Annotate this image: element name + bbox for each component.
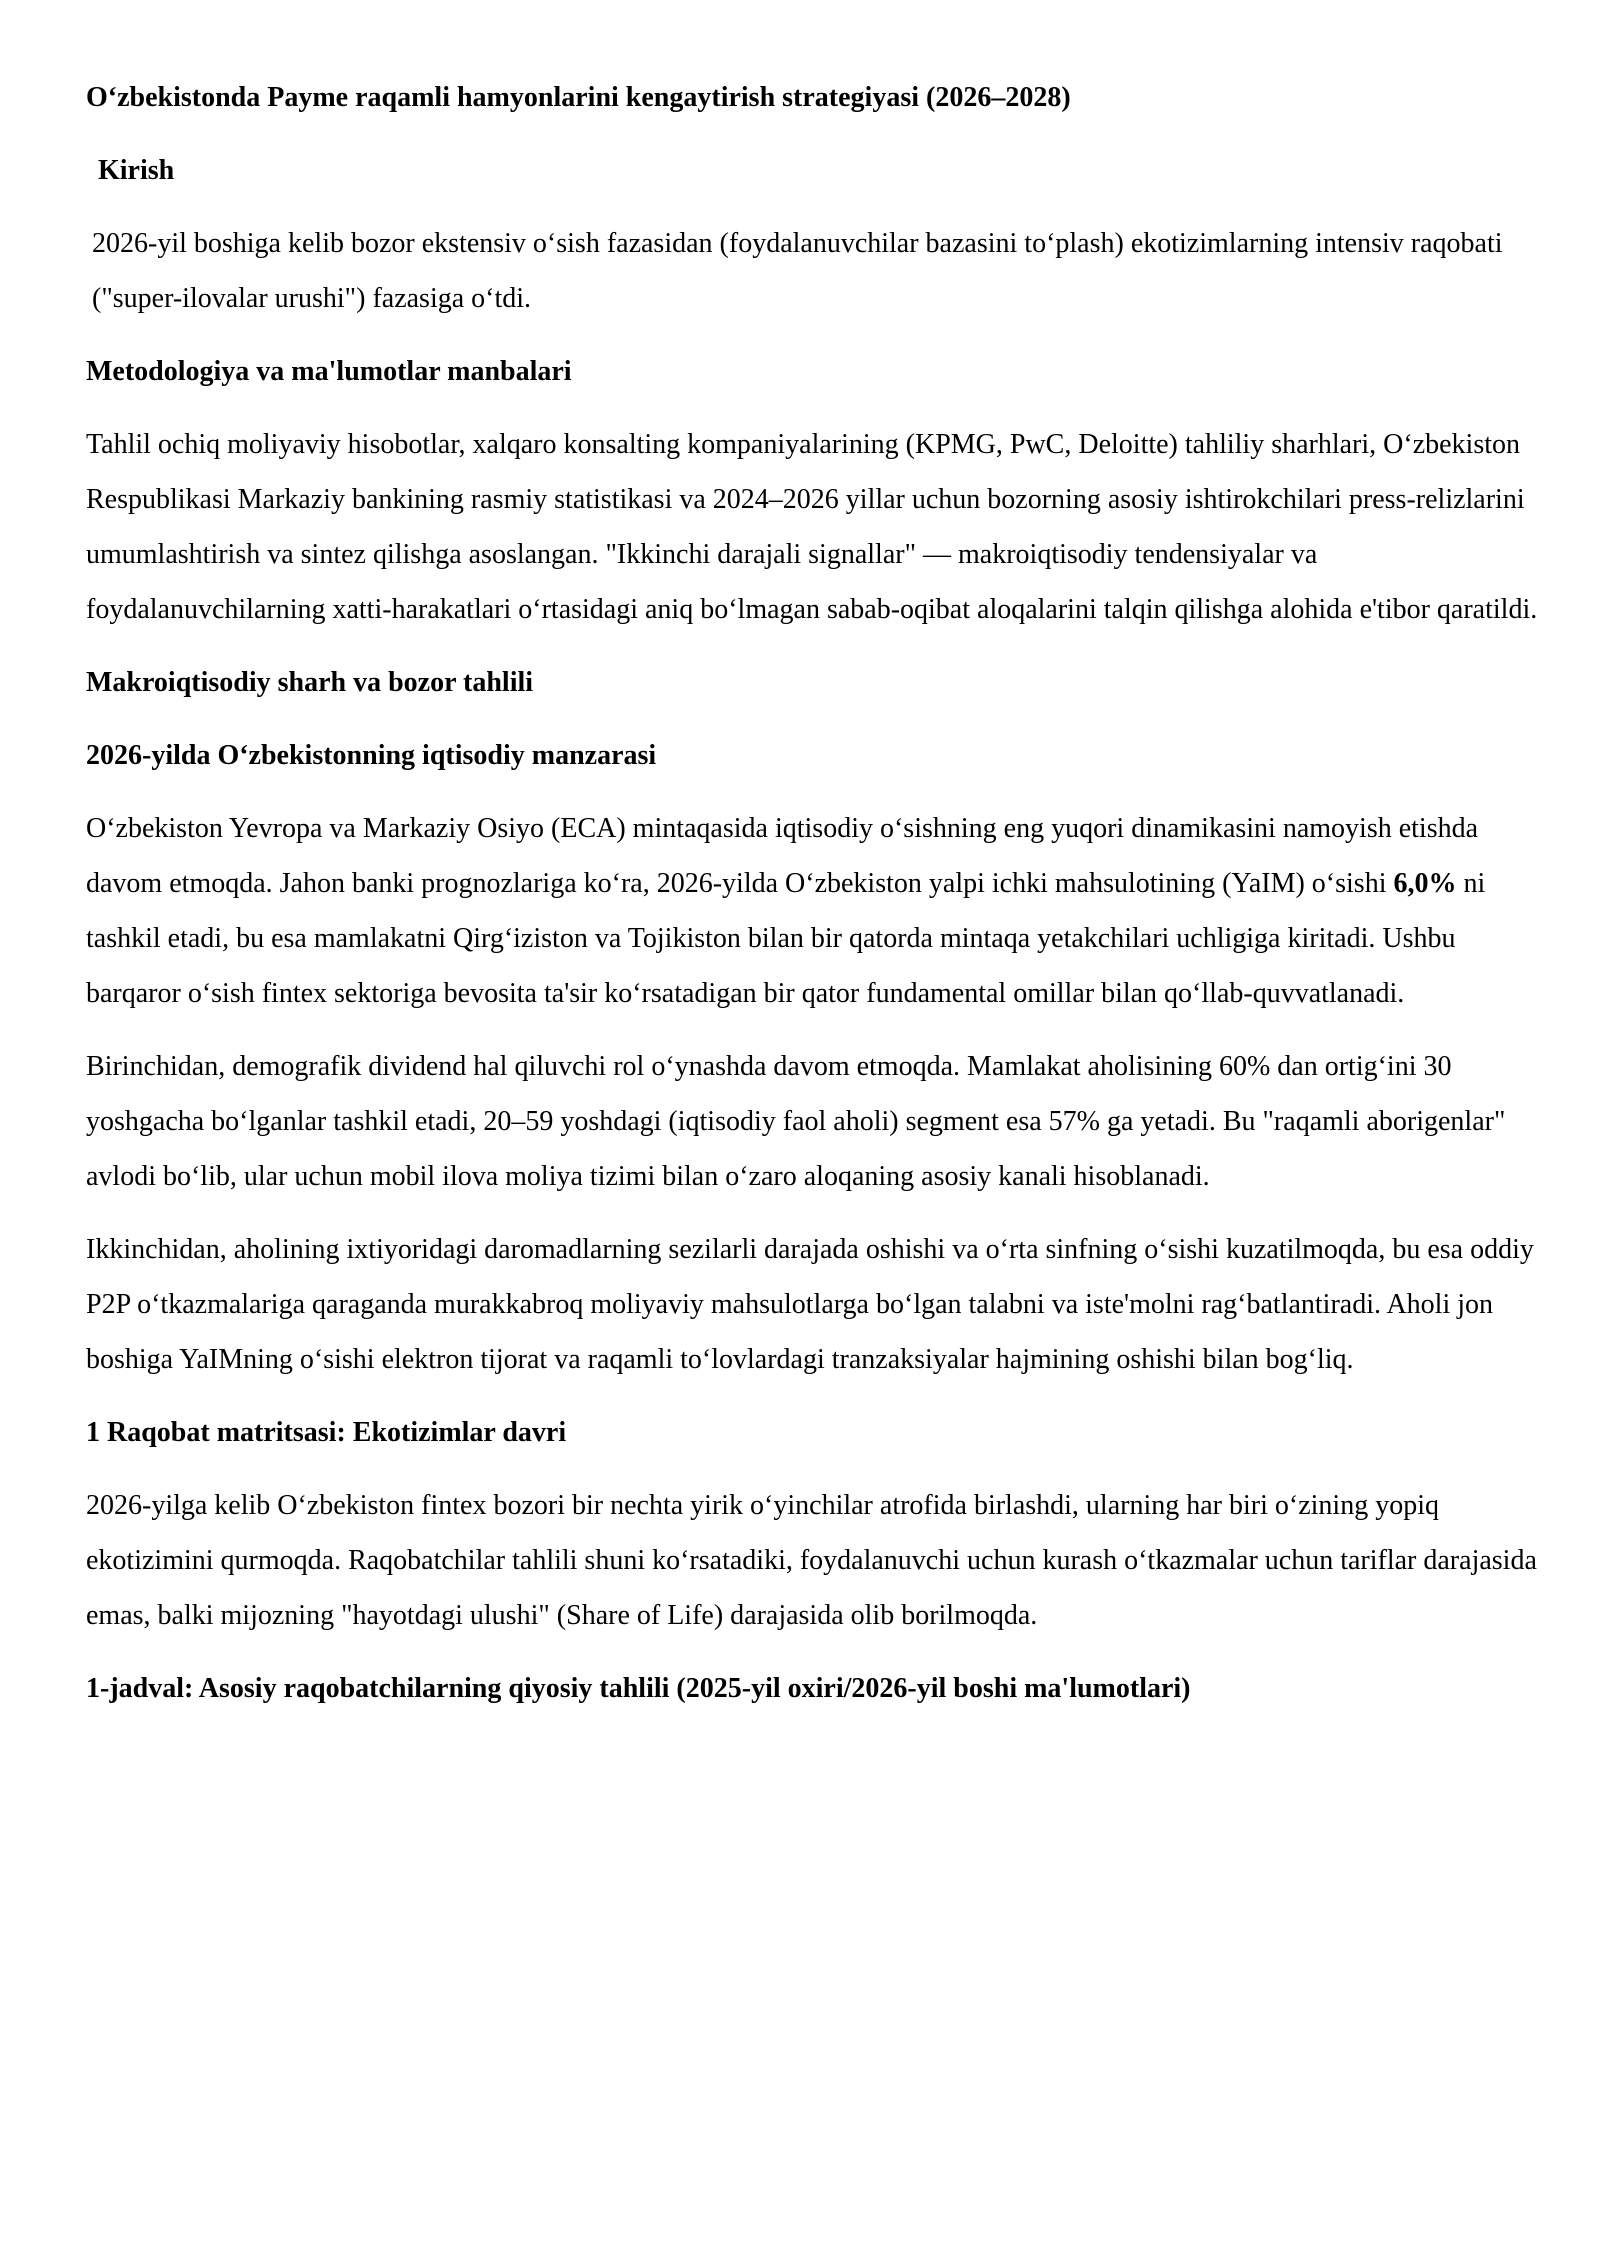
paragraph-raqobat: 2026-yilga kelib O‘zbekiston fintex bozori bir nechta yirik o‘yinchilar atrofida birlashdi, ularning har biri o‘zining yopiq ekotizimini qurmoqda. Raqobatchilar tahlili shuni ko‘rsatadiki, foydalanuvchi uchun kurash o‘tkazmalar uchun tariflar darajasida emas, balki mijozning "hayotdagi ulushi" (Share of Life) darajasida olib borilmoqda. xyxy=(86,1490,1537,1631)
paragraph-ikkinchidan: Ikkinchidan, aholining ixtiyoridagi daromadlarning sezilarli darajada oshishi va o‘rta sinfning o‘sishi kuzatilmoqda, bu esa oddiy P2P o‘tkazmalariga qaraganda murakkabroq moliyaviy mahsulotlarga bo‘lgan talabni va iste'molni rag‘batlantiradi. Aholi jon boshiga YaIMning o‘sishi elektron tijorat va raqamli to‘lovlardagi tranzaksiyalar hajmining oshishi bilan bog‘liq. xyxy=(86,1234,1534,1375)
paragraph-manzara-part-2: ni tashkil etadi, bu esa mamlakatni Qirg‘iziston va Tojikiston bilan bir qatorda mintaqa yetakchilari uchligiga kiritadi. Ushbu barqaror o‘sish fintex sektoriga bevosita ta'sir ko‘rsatadigan bir qator fundamental omillar bilan qo‘llab-quvvatlanadi. xyxy=(86,868,1486,1009)
section-heading-makro: Makroiqtisodiy sharh va bozor tahlili xyxy=(86,667,534,698)
gdp-growth-value: 6,0% xyxy=(1393,868,1457,899)
table-caption: 1-jadval: Asosiy raqobatchilarning qiyosiy tahlili (2025-yil oxiri/2026-yil boshi ma'lumotlari) xyxy=(86,1673,1191,1704)
paragraph-manzara xyxy=(86,801,1538,1021)
document-title: O‘zbekistonda Payme raqamli hamyonlarini kengaytirish strategiyasi (2026–2028) xyxy=(86,82,1071,113)
section-heading-metodologiya: Metodologiya va ma'lumotlar manbalari xyxy=(86,356,572,387)
section-heading-kirish: Kirish xyxy=(98,155,175,186)
paragraph-kirish: 2026-yil boshiga kelib bozor ekstensiv o‘sish fazasidan (foydalanuvchilar bazasini to‘plash) ekotizimlarning intensiv raqobati ("super-ilovalar urushi") fazasiga o‘tdi. xyxy=(92,228,1503,314)
subsection-heading-manzara: 2026-yilda O‘zbekistonning iqtisodiy manzarasi xyxy=(86,740,657,771)
paragraph-metodologiya: Tahlil ochiq moliyaviy hisobotlar, xalqaro konsalting kompaniyalarining (KPMG, PwC, Deloitte) tahliliy sharhlari, O‘zbekiston Respublikasi Markaziy bankining rasmiy statistikasi va 2024–2026 yillar uchun bozorning asosiy ishtirokchilari press-relizlarini umumlashtirish va sintez qilishga asoslangan. "Ikkinchi darajali signallar" — makroiqtisodiy tendensiyalar va foydalanuvchilarning xatti-harakatlari o‘rtasidagi aniq bo‘lmagan sabab-oqibat aloqalarini talqin qilishga alohida e'tibor qaratildi. xyxy=(86,429,1538,625)
section-heading-raqobat: 1 Raqobat matritsasi: Ekotizimlar davri xyxy=(86,1417,567,1448)
paragraph-birinchidan: Birinchidan, demografik dividend hal qiluvchi rol o‘ynashda davom etmoqda. Mamlakat aholisining 60% dan ortig‘ini 30 yoshgacha bo‘lganlar tashkil etadi, 20–59 yoshdagi (iqtisodiy faol aholi) segment esa 57% ga yetadi. Bu "raqamli aborigenlar" avlodi bo‘lib, ular uchun mobil ilova moliya tizimi bilan o‘zaro aloqaning asosiy kanali hisoblanadi. xyxy=(86,1051,1506,1192)
paragraph-manzara-part-1: O‘zbekiston Yevropa va Markaziy Osiyo (ECA) mintaqasida iqtisodiy o‘sishning eng yuqori dinamikasini namoyish etishda davom etmoqda. Jahon banki prognozlariga ko‘ra, 2026-yilda O‘zbekiston yalpi ichki mahsulotining (YaIM) o‘sishi xyxy=(86,813,1479,899)
